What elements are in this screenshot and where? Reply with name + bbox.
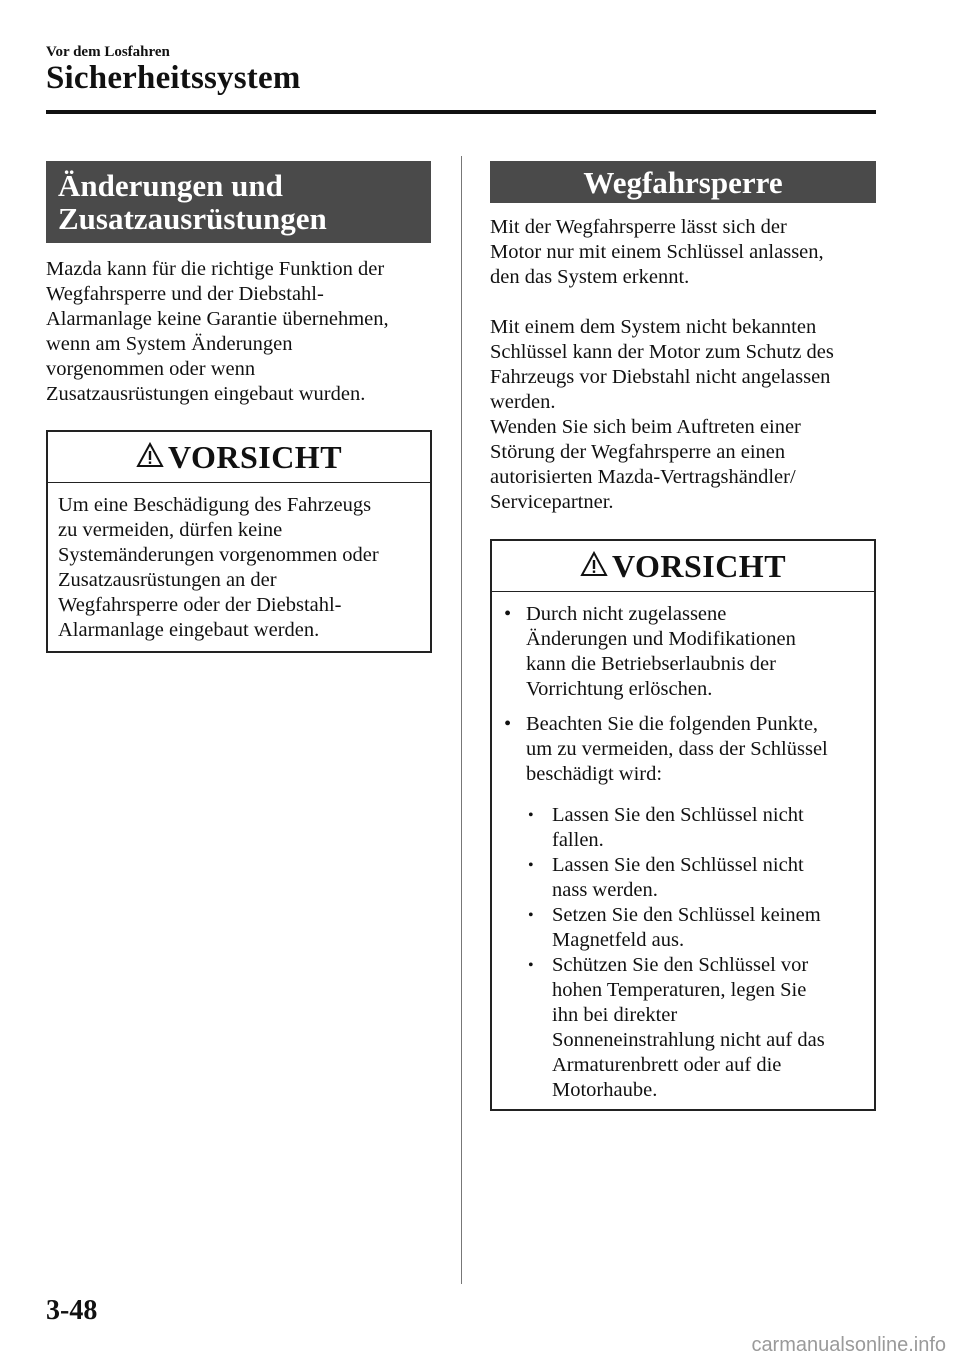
page-number: 3-48: [46, 1295, 98, 1326]
bullet-text: Durch nicht zugelassene Änderungen und Modifikationen kann die Betriebserlaubnis der Vorrichtung erlöschen.: [526, 603, 796, 700]
caution-text: Um eine Beschädigung des Fahrzeugs zu vermeiden, dürfen keine Systemänderungen vorgenommen oder Zusatzausrüstungen an der Wegfahrsperre oder der Diebstahl- Alarmanlage eingebaut werden.: [58, 494, 379, 641]
changes-paragraph: Mazda kann für die richtige Funktion der Wegfahrsperre und der Diebstahl- Alarmanlage keine Garantie übernehmen, wenn am System Änderungen vorgenommen oder wenn Zusatzausrüstungen eingebaut wurden.: [46, 258, 389, 405]
caution-bullet: [502, 712, 862, 787]
subitem-text: Lassen Sie den Schlüssel nicht nass werden.: [552, 854, 804, 901]
caution-subitem: [502, 903, 862, 953]
caution-box-immobilizer: [490, 539, 876, 1111]
bullet-dot: •: [504, 713, 512, 735]
caution-subitems: [502, 803, 862, 1103]
caution-subitem: [502, 853, 862, 903]
caution-box-changes: [46, 430, 432, 653]
subitem-text: Schützen Sie den Schlüssel vor hohen Temperaturen, legen Sie ihn bei direkter Sonneneinstrahlung nicht auf das Armaturenbrett oder auf die Motorhaube.: [552, 954, 825, 1101]
page-title: Sicherheitssystem: [46, 60, 301, 96]
warning-triangle-icon: [580, 551, 608, 577]
watermark: carmanualsonline.info: [751, 1334, 946, 1356]
subitem-dot: •: [528, 907, 534, 924]
caution-header: [48, 432, 430, 483]
caution-subitem: [502, 803, 862, 853]
subitem-dot: •: [528, 807, 534, 824]
subitem-dot: •: [528, 857, 534, 874]
caution-body: [492, 592, 874, 1103]
column-divider: [461, 156, 462, 1284]
immobilizer-paragraph-1: Mit der Wegfahrsperre lässt sich der Motor nur mit einem Schlüssel anlassen, den das System erkennt.: [490, 216, 824, 288]
caution-subitem: [502, 953, 862, 1103]
immobilizer-paragraph-2: Mit einem dem System nicht bekannten Schlüssel kann der Motor zum Schutz des Fahrzeugs vor Diebstahl nicht angelassen werden. Wenden Sie sich beim Auftreten einer Störung der Wegfahrsperre an einen autorisierten Mazda-Vertragshändler/ Servicepartner.: [490, 316, 834, 513]
subitem-text: Setzen Sie den Schlüssel keinem Magnetfeld aus.: [552, 904, 821, 951]
caution-header: [492, 541, 874, 592]
section-heading-immobilizer: Wegfahrsperre: [490, 161, 876, 203]
section-heading-changes: Änderungen und Zusatzausrüstungen: [46, 161, 431, 243]
caution-body: [48, 483, 430, 643]
bullet-text: Beachten Sie die folgenden Punkte, um zu vermeiden, dass der Schlüssel beschädigt wird:: [526, 713, 828, 785]
header-rule: [46, 110, 876, 114]
bullet-dot: •: [504, 603, 512, 625]
chapter-label: Vor dem Losfahren: [46, 44, 170, 60]
caution-bullet: [502, 602, 862, 702]
caution-title: VORSICHT: [167, 438, 343, 475]
warning-triangle-icon: [136, 442, 164, 468]
subitem-dot: •: [528, 957, 534, 974]
caution-title: VORSICHT: [611, 547, 787, 584]
subitem-text: Lassen Sie den Schlüssel nicht fallen.: [552, 804, 804, 851]
